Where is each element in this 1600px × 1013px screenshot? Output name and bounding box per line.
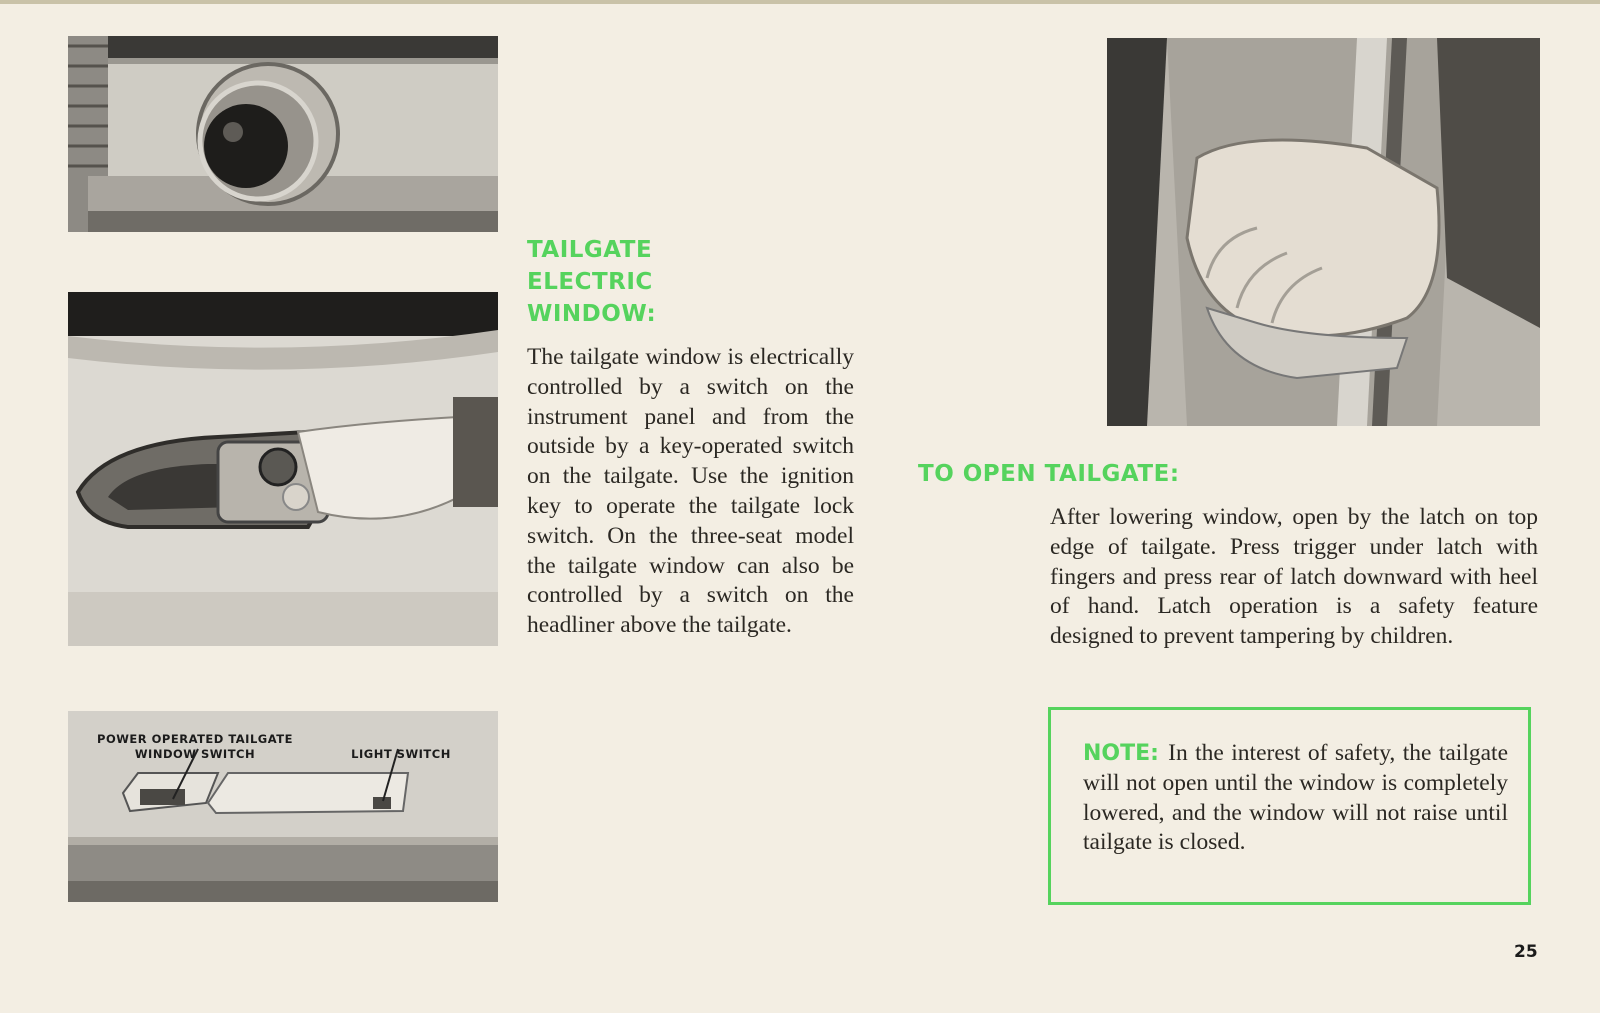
page-top-edge [0,0,1600,4]
tailgate-key-switch-photo [68,292,498,646]
switch-panel-photo [68,711,498,902]
note-body: In the interest of safety, the tailgate will not open until the window is completely lowered, and the window will not raise until tailgate is closed. [1083,740,1509,856]
safety-note-box [1048,707,1531,905]
heading-line-1: TAILGATE [527,237,653,263]
window-switch-callout-line1: POWER OPERATED TAILGATE [97,732,293,746]
light-switch-callout: LIGHT SWITCH [351,747,451,761]
page-number: 25 [1514,942,1538,962]
instrument-knob-photo [68,36,498,232]
heading-line-3: WINDOW: [527,301,657,327]
window-switch-callout-line2: WINDOW SWITCH [134,747,256,761]
note-label: NOTE: [1083,741,1169,766]
heading-line-2: ELECTRIC [527,269,653,295]
tailgate-latch-photo [1107,38,1540,426]
window-switch-callout [90,732,300,762]
tailgate-window-paragraph: The tailgate window is electrically controlled by a switch on the instrument panel and from the outside by a key-operated switch on the tailgate. Use the ignition key to operate the tailgate lock switch. On the three-seat model the tailgate window can also be controlled by a switch on the headliner above the tailgate. [527,344,854,639]
safety-note-text [1083,739,1508,858]
open-tailgate-heading: TO OPEN TAILGATE: [918,461,1180,487]
open-tailgate-paragraph: After lowering window, open by the latch on top edge of tailgate. Press trigger under latch with fingers and press rear of latch downward with heel of hand. Latch operation is a safety feature designed to prevent tampering by children. [1050,504,1538,650]
tailgate-window-heading [527,234,656,330]
